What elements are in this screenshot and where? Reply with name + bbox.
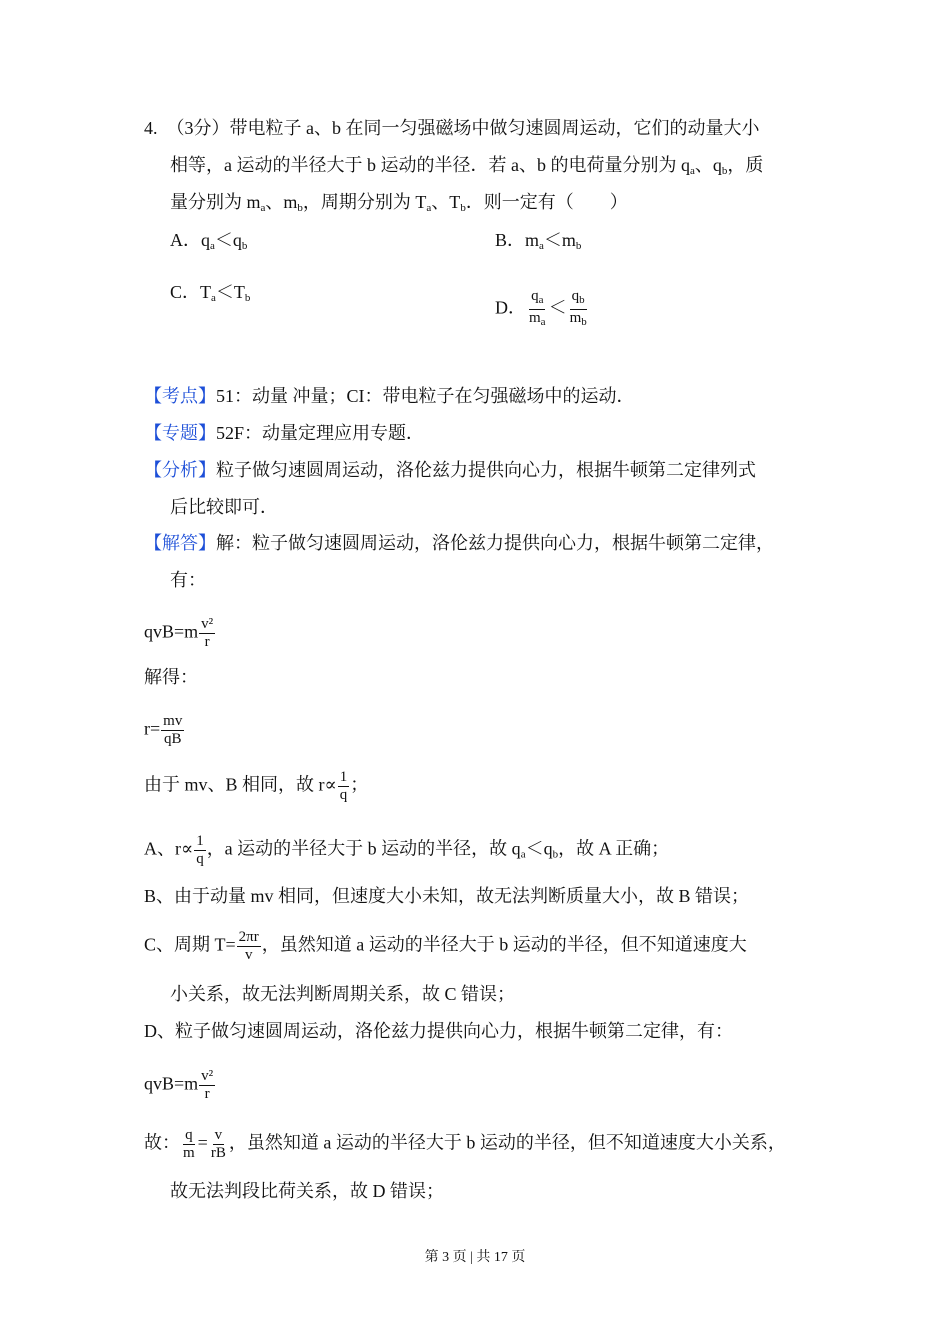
fraction-numerator: q	[185, 1127, 193, 1143]
fraction	[527, 288, 548, 331]
option-A	[170, 228, 247, 258]
analysis-line	[170, 982, 515, 1006]
subscript: a	[210, 240, 215, 252]
fraction-denominator: q	[339, 787, 348, 803]
subscript: b	[721, 165, 728, 177]
subscript: a	[426, 202, 432, 214]
subscript: a	[539, 240, 544, 252]
text-run: =	[197, 1132, 208, 1153]
analysis-line	[144, 665, 198, 689]
analysis-line	[144, 713, 185, 748]
text-run: 相等，a 运动的半径大于 b 运动的半径．若 a、b 的电荷量分别为 q	[170, 155, 690, 175]
fraction	[209, 1127, 228, 1162]
analysis-line	[144, 421, 424, 445]
text-run: 故：	[144, 1132, 180, 1153]
subscript: a	[689, 165, 695, 177]
subscript: b	[244, 292, 251, 304]
analysis-line	[144, 384, 635, 408]
text-run: ，a 运动的半径大于 b 运动的半径，故 q	[206, 838, 521, 859]
analysis-line	[144, 1127, 786, 1162]
text-run: ＜q	[525, 838, 553, 859]
fraction	[199, 1068, 215, 1103]
subscript: b	[241, 240, 248, 252]
text-run: 由于 mv、B 相同，故 r∝	[144, 774, 337, 795]
text-run: 、q	[694, 155, 722, 175]
fraction	[194, 833, 206, 868]
text-run: ，虽然知道 a 运动的半径大于 b 运动的半径，但不知道速度大	[261, 934, 747, 955]
analysis-line	[144, 929, 747, 964]
analysis-line	[144, 458, 756, 482]
text-run: 解得：	[144, 667, 198, 687]
text-run: 粒子做匀速圆周运动，洛伦兹力提供向心力，根据牛顿第二定律列式	[216, 460, 756, 480]
question-line	[170, 153, 763, 183]
fraction-numerator: 1	[339, 769, 348, 785]
text-run: 、m	[265, 192, 298, 212]
text-run: 有：	[170, 570, 206, 590]
text-run: 、T	[431, 192, 461, 212]
option-B	[495, 228, 581, 258]
text-run: 量分别为 m	[170, 192, 261, 212]
analysis-line	[144, 531, 774, 555]
text-run: ．则一定有（ ）	[465, 192, 628, 212]
subscript: b	[575, 240, 582, 252]
subscript: b	[460, 202, 466, 214]
subscript: a	[211, 292, 216, 304]
text-run: ，质	[727, 155, 764, 175]
text-run: ，周期分别为 T	[302, 192, 427, 212]
subscript: a	[520, 848, 526, 861]
fraction-numerator: $q_a$	[529, 288, 545, 310]
option-D	[495, 288, 590, 331]
fraction	[237, 929, 261, 964]
text-run: 故无法判段比荷关系，故 D 错误；	[170, 1181, 444, 1201]
text-run: B．m	[495, 230, 540, 250]
analysis-line	[170, 568, 206, 592]
subscript: a	[260, 202, 266, 214]
text-run: ＜m	[543, 230, 576, 250]
fraction-denominator: qB	[163, 731, 182, 747]
text-run: qvB=m	[144, 621, 199, 642]
text-run: 51：动量 冲量；CI：带电粒子在匀强磁场中的运动．	[216, 386, 635, 406]
text-run: A．q	[170, 230, 210, 250]
fraction-denominator: m	[183, 1145, 195, 1161]
fraction-denominator: v	[244, 947, 253, 963]
text-run: ，虽然知道 a 运动的半径大于 b 运动的半径，但不知道速度大小关系，	[228, 1132, 786, 1153]
question-line	[144, 116, 760, 140]
section-tag: 【解答】	[144, 533, 216, 553]
analysis-line	[170, 495, 278, 519]
fraction-numerator: v²	[201, 1068, 214, 1084]
fraction-denominator: q	[196, 851, 204, 867]
text-run: 52F：动量定理应用专题．	[216, 423, 425, 443]
analysis-line	[144, 616, 216, 651]
text-run: qvB=m	[144, 1073, 199, 1094]
fraction-denominator: $m_a$	[529, 310, 546, 328]
text-run: 4. （3分）带电粒子 a、b 在同一匀强磁场中做匀速圆周运动，它们的动量大小	[144, 118, 760, 138]
page-footer: 第 3 页 | 共 17 页	[424, 1250, 526, 1265]
fraction	[181, 1127, 197, 1162]
text-run: ＜q	[214, 230, 242, 250]
text-run: 小关系，故无法判断周期关系，故 C 错误；	[170, 984, 516, 1004]
text-run: r=	[144, 718, 161, 739]
fraction-denominator: r	[204, 634, 210, 650]
analysis-line	[144, 769, 368, 804]
fraction-numerator: $q_b$	[570, 288, 587, 310]
section-tag: 【考点】	[144, 386, 216, 406]
analysis-line	[170, 1179, 444, 1203]
text-run: C．T	[170, 282, 212, 302]
option-C	[170, 280, 250, 310]
fraction	[338, 769, 350, 804]
analysis-line	[144, 1068, 216, 1103]
fraction-numerator: v	[214, 1127, 223, 1143]
text-run: 解：粒子做匀速圆周运动，洛伦兹力提供向心力，根据牛顿第二定律，	[216, 533, 774, 553]
question-line	[170, 190, 628, 220]
fraction	[161, 713, 184, 748]
analysis-line	[144, 884, 749, 908]
text-run: 后比较即可．	[170, 497, 278, 517]
text-run: ＜T	[215, 282, 245, 302]
text-run: A、r∝	[144, 838, 194, 859]
text-run: B、由于动量 mv 相同，但速度大小未知，故无法判断质量大小，故 B 错误；	[144, 886, 750, 906]
section-tag: 【专题】	[144, 423, 216, 443]
fraction-numerator: 1	[196, 833, 204, 849]
text-run: C、周期 T=	[144, 934, 236, 955]
fraction-denominator: rB	[210, 1145, 226, 1161]
fraction-denominator: $m_b$	[569, 310, 587, 328]
fraction-denominator: r	[204, 1086, 210, 1102]
fraction-numerator: mv	[163, 713, 183, 729]
fraction	[199, 616, 215, 651]
fraction-numerator: v²	[201, 616, 214, 632]
text-run: ，故 A 正确；	[558, 838, 670, 859]
subscript: b	[552, 848, 559, 861]
subscript: b	[297, 202, 303, 214]
analysis-line	[144, 833, 669, 868]
text-run: D、粒子做匀速圆周运动，洛伦兹力提供向心力，根据牛顿第二定律，有：	[144, 1021, 733, 1041]
analysis-line	[144, 1019, 733, 1043]
text-run: ；	[350, 774, 369, 795]
text-run: D．	[495, 297, 526, 318]
fraction	[568, 288, 589, 331]
text-run: ＜	[548, 297, 567, 318]
fraction-numerator: 2πr	[238, 929, 259, 945]
section-tag: 【分析】	[144, 460, 216, 480]
